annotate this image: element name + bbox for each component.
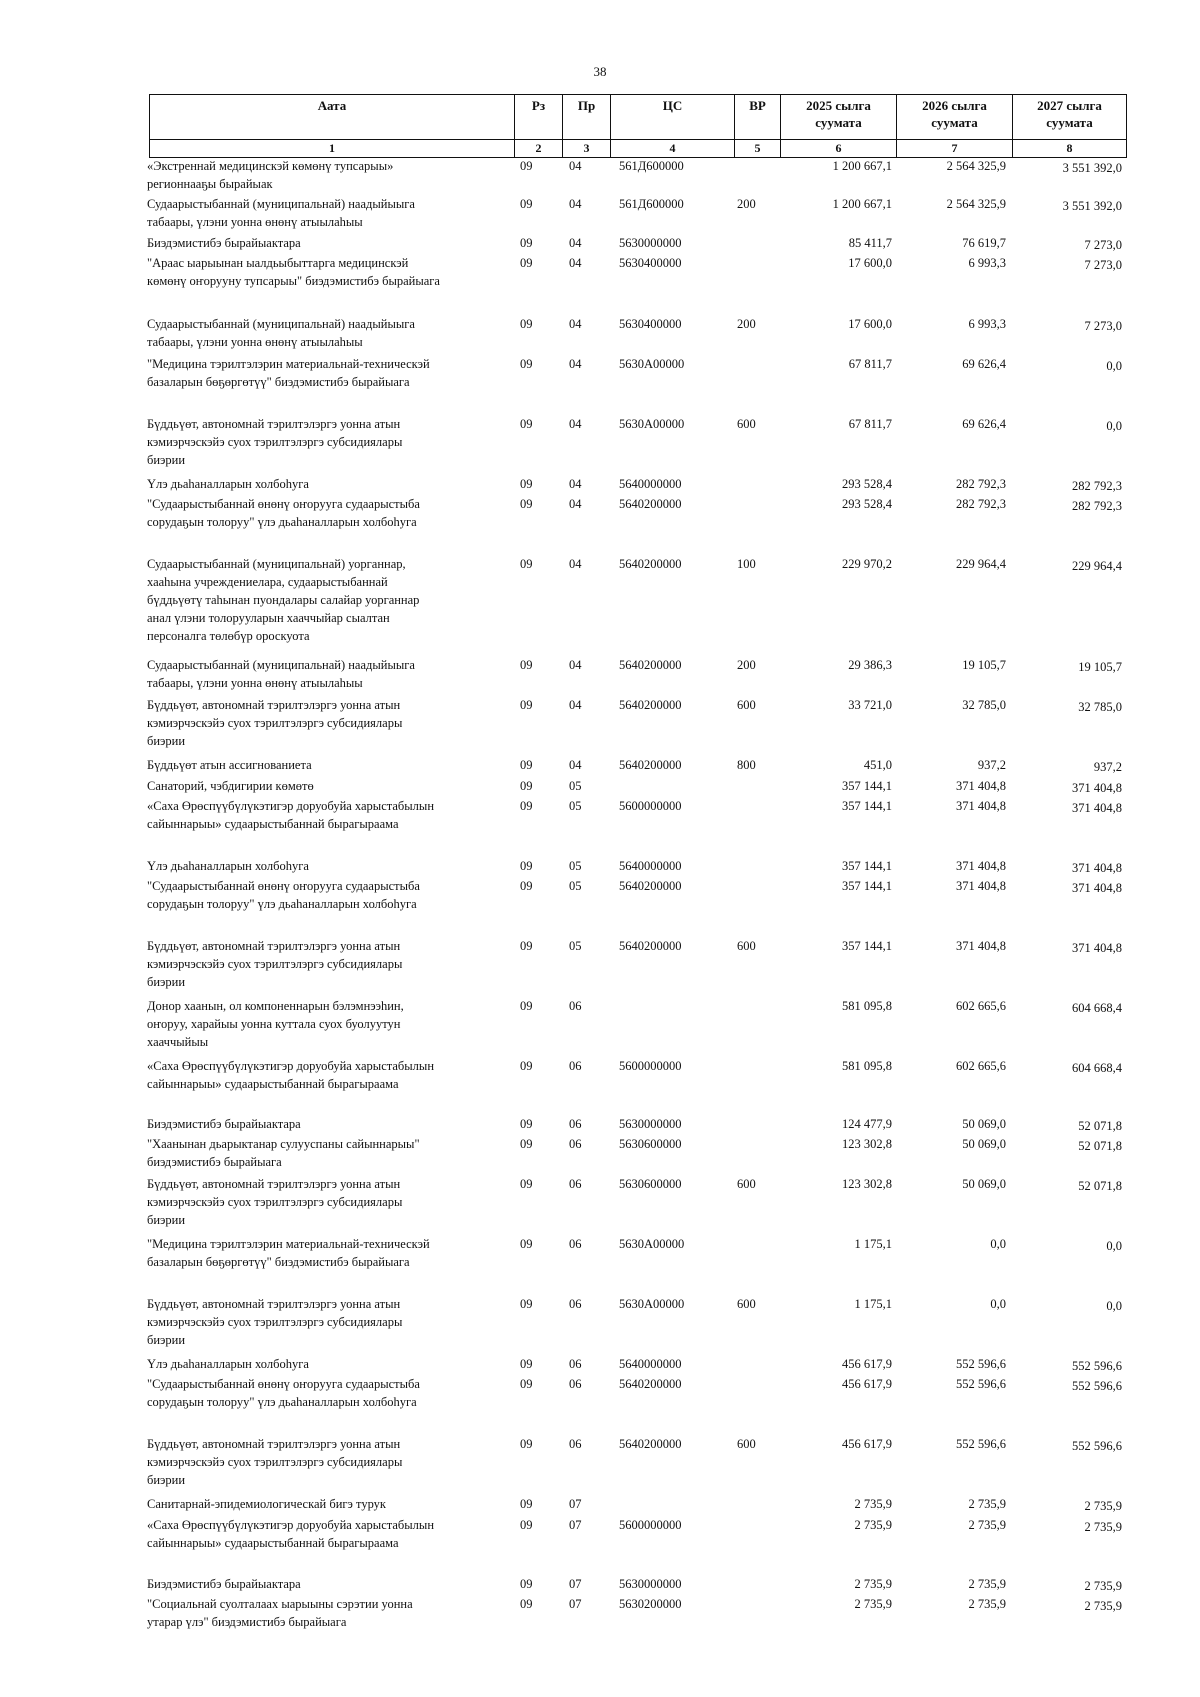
row-2027: 552 596,6 bbox=[1072, 1379, 1122, 1393]
row-cs: 5640200000 bbox=[619, 939, 682, 953]
row-cs: 5640200000 bbox=[619, 698, 682, 712]
row-vr: 200 bbox=[737, 658, 756, 672]
row-name: Бүддьүөт, автономнай тэрилтэлэргэ уонна атын кэмиэрчэскэйэ суох тэрилтэлэргэ субсидиялары биэрии bbox=[147, 939, 403, 989]
row-rz: 09 bbox=[520, 417, 533, 431]
row-cs: 561Д600000 bbox=[619, 159, 684, 173]
page-number: 38 bbox=[593, 64, 607, 79]
row-rz: 09 bbox=[520, 477, 533, 491]
row-rz: 09 bbox=[520, 1597, 533, 1611]
row-2027: 2 735,9 bbox=[1084, 1599, 1122, 1613]
row-rz: 09 bbox=[520, 799, 533, 813]
row-2025: 17 600,0 bbox=[848, 256, 892, 270]
row-2027: 552 596,6 bbox=[1072, 1359, 1122, 1373]
row-2025: 456 617,9 bbox=[842, 1357, 892, 1371]
header-col-2027: 2027 сылга суумата 8 bbox=[1012, 95, 1126, 157]
row-rz: 09 bbox=[520, 1137, 533, 1151]
row-name: Санаторий, чэбдигирии көмөтө bbox=[147, 779, 314, 793]
row-vr: 600 bbox=[737, 1297, 756, 1311]
row-vr: 200 bbox=[737, 317, 756, 331]
row-2027: 2 735,9 bbox=[1084, 1579, 1122, 1593]
row-2027: 604 668,4 bbox=[1072, 1061, 1122, 1075]
row-2025: 17 600,0 bbox=[848, 317, 892, 331]
row-2027: 552 596,6 bbox=[1072, 1439, 1122, 1453]
row-pr: 04 bbox=[569, 758, 582, 772]
row-rz: 09 bbox=[520, 1518, 533, 1532]
row-cs: 5640000000 bbox=[619, 477, 682, 491]
row-rz: 09 bbox=[520, 497, 533, 511]
row-pr: 04 bbox=[569, 256, 582, 270]
row-2025: 451,0 bbox=[863, 758, 892, 772]
row-2026: 69 626,4 bbox=[962, 417, 1006, 431]
row-2026: 2 735,9 bbox=[968, 1597, 1006, 1611]
row-name: Бүддьүөт, автономнай тэрилтэлэргэ уонна атын кэмиэрчэскэйэ суох тэрилтэлэргэ субсидиялары биэрии bbox=[147, 1437, 403, 1487]
row-name: Биэдэмистибэ бырайыактара bbox=[147, 236, 301, 250]
row-name: Бүддьүөт, автономнай тэрилтэлэргэ уонна атын кэмиэрчэскэйэ суох тэрилтэлэргэ субсидиялары биэрии bbox=[147, 1297, 403, 1347]
row-2027: 0,0 bbox=[1106, 1239, 1122, 1253]
row-cs: 5630400000 bbox=[619, 256, 682, 270]
row-2025: 293 528,4 bbox=[842, 477, 892, 491]
row-name: «Саха Өрөспүүбүлүкэтигэр доруобуйа харыстабылын сайыннарыы» судаарыстыбаннай бырагыраама bbox=[147, 799, 435, 831]
row-vr: 600 bbox=[737, 1437, 756, 1451]
row-2025: 357 144,1 bbox=[842, 779, 892, 793]
row-rz: 09 bbox=[520, 256, 533, 270]
row-vr: 800 bbox=[737, 758, 756, 772]
row-2026: 602 665,6 bbox=[956, 1059, 1006, 1073]
row-pr: 06 bbox=[569, 1059, 582, 1073]
row-pr: 04 bbox=[569, 159, 582, 173]
row-2027: 19 105,7 bbox=[1078, 660, 1122, 674]
row-2026: 69 626,4 bbox=[962, 357, 1006, 371]
row-pr: 06 bbox=[569, 1117, 582, 1131]
row-rz: 09 bbox=[520, 1497, 533, 1511]
header-col-cs: ЦС 4 bbox=[610, 95, 734, 157]
row-pr: 04 bbox=[569, 357, 582, 371]
row-cs: 5630А00000 bbox=[619, 1237, 685, 1251]
row-vr: 200 bbox=[737, 197, 756, 211]
row-pr: 04 bbox=[569, 557, 582, 571]
row-2026: 19 105,7 bbox=[962, 658, 1006, 672]
row-2027: 371 404,8 bbox=[1072, 781, 1122, 795]
row-pr: 04 bbox=[569, 477, 582, 491]
row-cs: 5640200000 bbox=[619, 1437, 682, 1451]
header-col-2026: 2026 сылга суумата 7 bbox=[896, 95, 1012, 157]
row-rz: 09 bbox=[520, 999, 533, 1013]
row-2026: 76 619,7 bbox=[962, 236, 1006, 250]
row-2027: 7 273,0 bbox=[1084, 258, 1122, 272]
row-2027: 2 735,9 bbox=[1084, 1520, 1122, 1534]
row-2025: 357 144,1 bbox=[842, 799, 892, 813]
row-cs: 5640200000 bbox=[619, 879, 682, 893]
table-header bbox=[149, 94, 1127, 158]
row-name: "Судаарыстыбаннай өнөнү оҥорууга судаарыстыба сорудаҕын толоруу" үлэ дьаһаналларын холбоһуга bbox=[147, 497, 420, 529]
row-vr: 600 bbox=[737, 1177, 756, 1191]
row-cs: 5630400000 bbox=[619, 317, 682, 331]
row-pr: 05 bbox=[569, 779, 582, 793]
row-pr: 06 bbox=[569, 1377, 582, 1391]
row-2027: 229 964,4 bbox=[1072, 559, 1122, 573]
row-2026: 2 735,9 bbox=[968, 1518, 1006, 1532]
row-name: Донор хаанын, ол компоненнарын бэлэмнээһин, оҥоруу, харайыы уонна куттала суох буолуутун хааччыйыы bbox=[147, 999, 404, 1049]
row-2025: 1 200 667,1 bbox=[832, 159, 892, 173]
row-2027: 2 735,9 bbox=[1084, 1499, 1122, 1513]
row-2026: 2 564 325,9 bbox=[946, 159, 1006, 173]
row-rz: 09 bbox=[520, 197, 533, 211]
row-2026: 2 735,9 bbox=[968, 1577, 1006, 1591]
row-2026: 371 404,8 bbox=[956, 859, 1006, 873]
row-name: "Социальнай суолталаах ыарыыны сэрэтии уонна утарар үлэ" биэдэмистибэ бырайыага bbox=[147, 1597, 413, 1629]
row-2026: 371 404,8 bbox=[956, 799, 1006, 813]
row-name: Судаарыстыбаннай (муниципальнай) наадыйыыга табаары, үлэни уонна өнөнү атыылаһыы bbox=[147, 658, 415, 690]
row-cs: 5630200000 bbox=[619, 1597, 682, 1611]
row-2025: 581 095,8 bbox=[842, 999, 892, 1013]
row-2026: 552 596,6 bbox=[956, 1357, 1006, 1371]
row-cs: 5600000000 bbox=[619, 799, 682, 813]
row-rz: 09 bbox=[520, 1237, 533, 1251]
row-2027: 371 404,8 bbox=[1072, 941, 1122, 955]
row-rz: 09 bbox=[520, 1117, 533, 1131]
row-name: Судаарыстыбаннай (муниципальнай) наадыйыыга табаары, үлэни уонна өнөнү атыылаһыы bbox=[147, 197, 415, 229]
row-pr: 05 bbox=[569, 879, 582, 893]
row-name: Биэдэмистибэ бырайыактара bbox=[147, 1577, 301, 1591]
row-name: Бүддьүөт, автономнай тэрилтэлэргэ уонна атын кэмиэрчэскэйэ суох тэрилтэлэргэ субсидиялары биэрии bbox=[147, 698, 403, 748]
row-pr: 06 bbox=[569, 1357, 582, 1371]
row-pr: 07 bbox=[569, 1497, 582, 1511]
header-col-name: Аата 1 bbox=[317, 98, 347, 155]
row-cs: 5600000000 bbox=[619, 1518, 682, 1532]
row-name: "Хаанынан дьарыктанар сулууспаны сайыннарыы" биэдэмистибэ бырайыага bbox=[147, 1137, 420, 1169]
header-rule bbox=[150, 139, 1126, 140]
header-col-2025: 2025 сылга суумата 6 bbox=[780, 95, 896, 157]
row-2025: 67 811,7 bbox=[848, 417, 892, 431]
row-name: «Экстреннай медицинскэй көмөнү тупсарыы» регионнааҕы бырайыак bbox=[147, 159, 394, 191]
row-2025: 29 386,3 bbox=[848, 658, 892, 672]
row-2027: 0,0 bbox=[1106, 419, 1122, 433]
row-2025: 1 175,1 bbox=[854, 1297, 892, 1311]
row-name: "Медицина тэрилтэлэрин материальнай-техническэй базаларын бөҕөргөтүү" биэдэмистибэ бырайыага bbox=[147, 1237, 430, 1269]
row-2027: 371 404,8 bbox=[1072, 801, 1122, 815]
row-2026: 229 964,4 bbox=[956, 557, 1006, 571]
row-cs: 5640000000 bbox=[619, 859, 682, 873]
row-2027: 52 071,8 bbox=[1078, 1179, 1122, 1193]
row-pr: 06 bbox=[569, 1137, 582, 1151]
row-pr: 06 bbox=[569, 1297, 582, 1311]
row-2026: 282 792,3 bbox=[956, 477, 1006, 491]
row-rz: 09 bbox=[520, 939, 533, 953]
row-pr: 05 bbox=[569, 939, 582, 953]
row-2026: 32 785,0 bbox=[962, 698, 1006, 712]
row-name: Үлэ дьаһаналларын холбоһуга bbox=[147, 1357, 309, 1371]
row-2027: 282 792,3 bbox=[1072, 479, 1122, 493]
row-2026: 2 564 325,9 bbox=[946, 197, 1006, 211]
row-rz: 09 bbox=[520, 1437, 533, 1451]
row-cs: 5630А00000 bbox=[619, 417, 685, 431]
row-rz: 09 bbox=[520, 758, 533, 772]
row-2025: 293 528,4 bbox=[842, 497, 892, 511]
row-2025: 67 811,7 bbox=[848, 357, 892, 371]
row-2026: 0,0 bbox=[990, 1237, 1006, 1251]
row-name: "Судаарыстыбаннай өнөнү оҥорууга судаарыстыба сорудаҕын толоруу" үлэ дьаһаналларын холбоһуга bbox=[147, 1377, 420, 1409]
row-pr: 05 bbox=[569, 859, 582, 873]
row-rz: 09 bbox=[520, 1357, 533, 1371]
row-rz: 09 bbox=[520, 1377, 533, 1391]
row-2025: 2 735,9 bbox=[854, 1518, 892, 1532]
row-name: «Саха Өрөспүүбүлүкэтигэр доруобуйа харыстабылын сайыннарыы» судаарыстыбаннай бырагыраама bbox=[147, 1518, 435, 1550]
row-cs: 5630000000 bbox=[619, 1577, 682, 1591]
row-cs: 5640200000 bbox=[619, 557, 682, 571]
row-rz: 09 bbox=[520, 557, 533, 571]
row-pr: 04 bbox=[569, 497, 582, 511]
row-2025: 2 735,9 bbox=[854, 1597, 892, 1611]
row-name: Бүддьүөт, автономнай тэрилтэлэргэ уонна атын кэмиэрчэскэйэ суох тэрилтэлэргэ субсидиялары биэрии bbox=[147, 417, 403, 467]
row-name: Судаарыстыбаннай (муниципальнай) наадыйыыга табаары, үлэни уонна өнөнү атыылаһыы bbox=[147, 317, 415, 349]
row-pr: 07 bbox=[569, 1518, 582, 1532]
row-2026: 282 792,3 bbox=[956, 497, 1006, 511]
row-vr: 600 bbox=[737, 417, 756, 431]
row-cs: 5640200000 bbox=[619, 497, 682, 511]
row-cs: 5630А00000 bbox=[619, 1297, 685, 1311]
row-rz: 09 bbox=[520, 1177, 533, 1191]
row-2027: 0,0 bbox=[1106, 359, 1122, 373]
row-rz: 09 bbox=[520, 859, 533, 873]
row-2025: 85 411,7 bbox=[848, 236, 892, 250]
row-2025: 581 095,8 bbox=[842, 1059, 892, 1073]
row-vr: 100 bbox=[737, 557, 756, 571]
row-rz: 09 bbox=[520, 159, 533, 173]
row-pr: 04 bbox=[569, 698, 582, 712]
row-cs: 561Д600000 bbox=[619, 197, 684, 211]
row-2027: 3 551 392,0 bbox=[1062, 161, 1122, 175]
row-pr: 04 bbox=[569, 197, 582, 211]
header-col-pr: Пр 3 bbox=[562, 95, 610, 157]
row-name: Санитарнай-эпидемиологическай бигэ турук bbox=[147, 1497, 386, 1511]
row-2027: 7 273,0 bbox=[1084, 238, 1122, 252]
row-name: Бүддьүөт атын ассигнованиета bbox=[147, 758, 312, 772]
row-cs: 5640200000 bbox=[619, 1377, 682, 1391]
row-name: «Саха Өрөспүүбүлүкэтигэр доруобуйа харыстабылын сайыннарыы» судаарыстыбаннай бырагыраама bbox=[147, 1059, 435, 1091]
row-cs: 5640200000 bbox=[619, 758, 682, 772]
row-2025: 124 477,9 bbox=[842, 1117, 892, 1131]
header-col-vr: ВР 5 bbox=[734, 95, 780, 157]
row-pr: 04 bbox=[569, 658, 582, 672]
row-rz: 09 bbox=[520, 1297, 533, 1311]
row-2025: 2 735,9 bbox=[854, 1577, 892, 1591]
row-2025: 123 302,8 bbox=[842, 1177, 892, 1191]
row-2026: 371 404,8 bbox=[956, 879, 1006, 893]
row-cs: 5640200000 bbox=[619, 658, 682, 672]
row-pr: 04 bbox=[569, 417, 582, 431]
row-rz: 09 bbox=[520, 357, 533, 371]
row-2026: 371 404,8 bbox=[956, 939, 1006, 953]
row-name: "Араас ыарыынан ыалдьыбыттарга медицинскэй көмөнү оҥорууну тупсарыы" биэдэмистибэ бырайыага bbox=[147, 256, 440, 288]
row-2027: 0,0 bbox=[1106, 1299, 1122, 1313]
row-rz: 09 bbox=[520, 1577, 533, 1591]
row-2026: 2 735,9 bbox=[968, 1497, 1006, 1511]
row-2026: 552 596,6 bbox=[956, 1437, 1006, 1451]
row-pr: 05 bbox=[569, 799, 582, 813]
row-2027: 371 404,8 bbox=[1072, 881, 1122, 895]
row-2027: 604 668,4 bbox=[1072, 1001, 1122, 1015]
row-name: Бүддьүөт, автономнай тэрилтэлэргэ уонна атын кэмиэрчэскэйэ суох тэрилтэлэргэ субсидиялары биэрии bbox=[147, 1177, 403, 1227]
row-pr: 07 bbox=[569, 1597, 582, 1611]
row-name: Судаарыстыбаннай (муниципальнай) уорганнар, хааһына учреждениелара, судаарыстыбаннай бүддьүөтү таһынан пуондалары салайар уорганнар анал үлэни толорууларын хааччыйар сыалтан персоналга төлөбүр ороскуота bbox=[147, 557, 420, 643]
row-2027: 52 071,8 bbox=[1078, 1139, 1122, 1153]
row-pr: 04 bbox=[569, 317, 582, 331]
row-2026: 6 993,3 bbox=[968, 256, 1006, 270]
row-rz: 09 bbox=[520, 658, 533, 672]
row-pr: 06 bbox=[569, 1237, 582, 1251]
row-2025: 123 302,8 bbox=[842, 1137, 892, 1151]
row-rz: 09 bbox=[520, 879, 533, 893]
row-cs: 5630600000 bbox=[619, 1177, 682, 1191]
row-name: "Медицина тэрилтэлэрин материальнай-техническэй базаларын бөҕөргөтүү" биэдэмистибэ бырайыага bbox=[147, 357, 430, 389]
row-rz: 09 bbox=[520, 698, 533, 712]
row-name: Үлэ дьаһаналларын холбоһуга bbox=[147, 859, 309, 873]
row-2025: 357 144,1 bbox=[842, 939, 892, 953]
row-2025: 357 144,1 bbox=[842, 859, 892, 873]
row-2025: 456 617,9 bbox=[842, 1437, 892, 1451]
row-2027: 32 785,0 bbox=[1078, 700, 1122, 714]
row-2026: 50 069,0 bbox=[962, 1137, 1006, 1151]
row-2027: 7 273,0 bbox=[1084, 319, 1122, 333]
row-2026: 937,2 bbox=[977, 758, 1006, 772]
row-2025: 456 617,9 bbox=[842, 1377, 892, 1391]
row-2025: 1 200 667,1 bbox=[832, 197, 892, 211]
row-name: Үлэ дьаһаналларын холбоһуга bbox=[147, 477, 309, 491]
row-2026: 50 069,0 bbox=[962, 1117, 1006, 1131]
row-2025: 33 721,0 bbox=[848, 698, 892, 712]
row-pr: 06 bbox=[569, 999, 582, 1013]
row-2025: 357 144,1 bbox=[842, 879, 892, 893]
row-cs: 5640000000 bbox=[619, 1357, 682, 1371]
row-cs: 5630А00000 bbox=[619, 357, 685, 371]
row-2025: 1 175,1 bbox=[854, 1237, 892, 1251]
header-col-rz: Рз 2 bbox=[514, 95, 562, 157]
row-pr: 06 bbox=[569, 1177, 582, 1191]
row-rz: 09 bbox=[520, 236, 533, 250]
row-2025: 229 970,2 bbox=[842, 557, 892, 571]
row-2027: 371 404,8 bbox=[1072, 861, 1122, 875]
row-2026: 50 069,0 bbox=[962, 1177, 1006, 1191]
row-2027: 282 792,3 bbox=[1072, 499, 1122, 513]
row-name: Биэдэмистибэ бырайыактара bbox=[147, 1117, 301, 1131]
row-rz: 09 bbox=[520, 1059, 533, 1073]
row-name: "Судаарыстыбаннай өнөнү оҥорууга судаарыстыба сорудаҕын толоруу" үлэ дьаһаналларын холбоһуга bbox=[147, 879, 420, 911]
row-pr: 06 bbox=[569, 1437, 582, 1451]
row-pr: 04 bbox=[569, 236, 582, 250]
row-2026: 6 993,3 bbox=[968, 317, 1006, 331]
row-2027: 3 551 392,0 bbox=[1062, 199, 1122, 213]
row-vr: 600 bbox=[737, 939, 756, 953]
row-vr: 600 bbox=[737, 698, 756, 712]
row-cs: 5630000000 bbox=[619, 1117, 682, 1131]
row-cs: 5630000000 bbox=[619, 236, 682, 250]
row-cs: 5630600000 bbox=[619, 1137, 682, 1151]
row-cs: 5600000000 bbox=[619, 1059, 682, 1073]
row-2027: 52 071,8 bbox=[1078, 1119, 1122, 1133]
row-rz: 09 bbox=[520, 317, 533, 331]
row-2025: 2 735,9 bbox=[854, 1497, 892, 1511]
row-2027: 937,2 bbox=[1093, 760, 1122, 774]
row-rz: 09 bbox=[520, 779, 533, 793]
row-2026: 0,0 bbox=[990, 1297, 1006, 1311]
row-2026: 552 596,6 bbox=[956, 1377, 1006, 1391]
row-pr: 07 bbox=[569, 1577, 582, 1591]
row-2026: 371 404,8 bbox=[956, 779, 1006, 793]
row-2026: 602 665,6 bbox=[956, 999, 1006, 1013]
